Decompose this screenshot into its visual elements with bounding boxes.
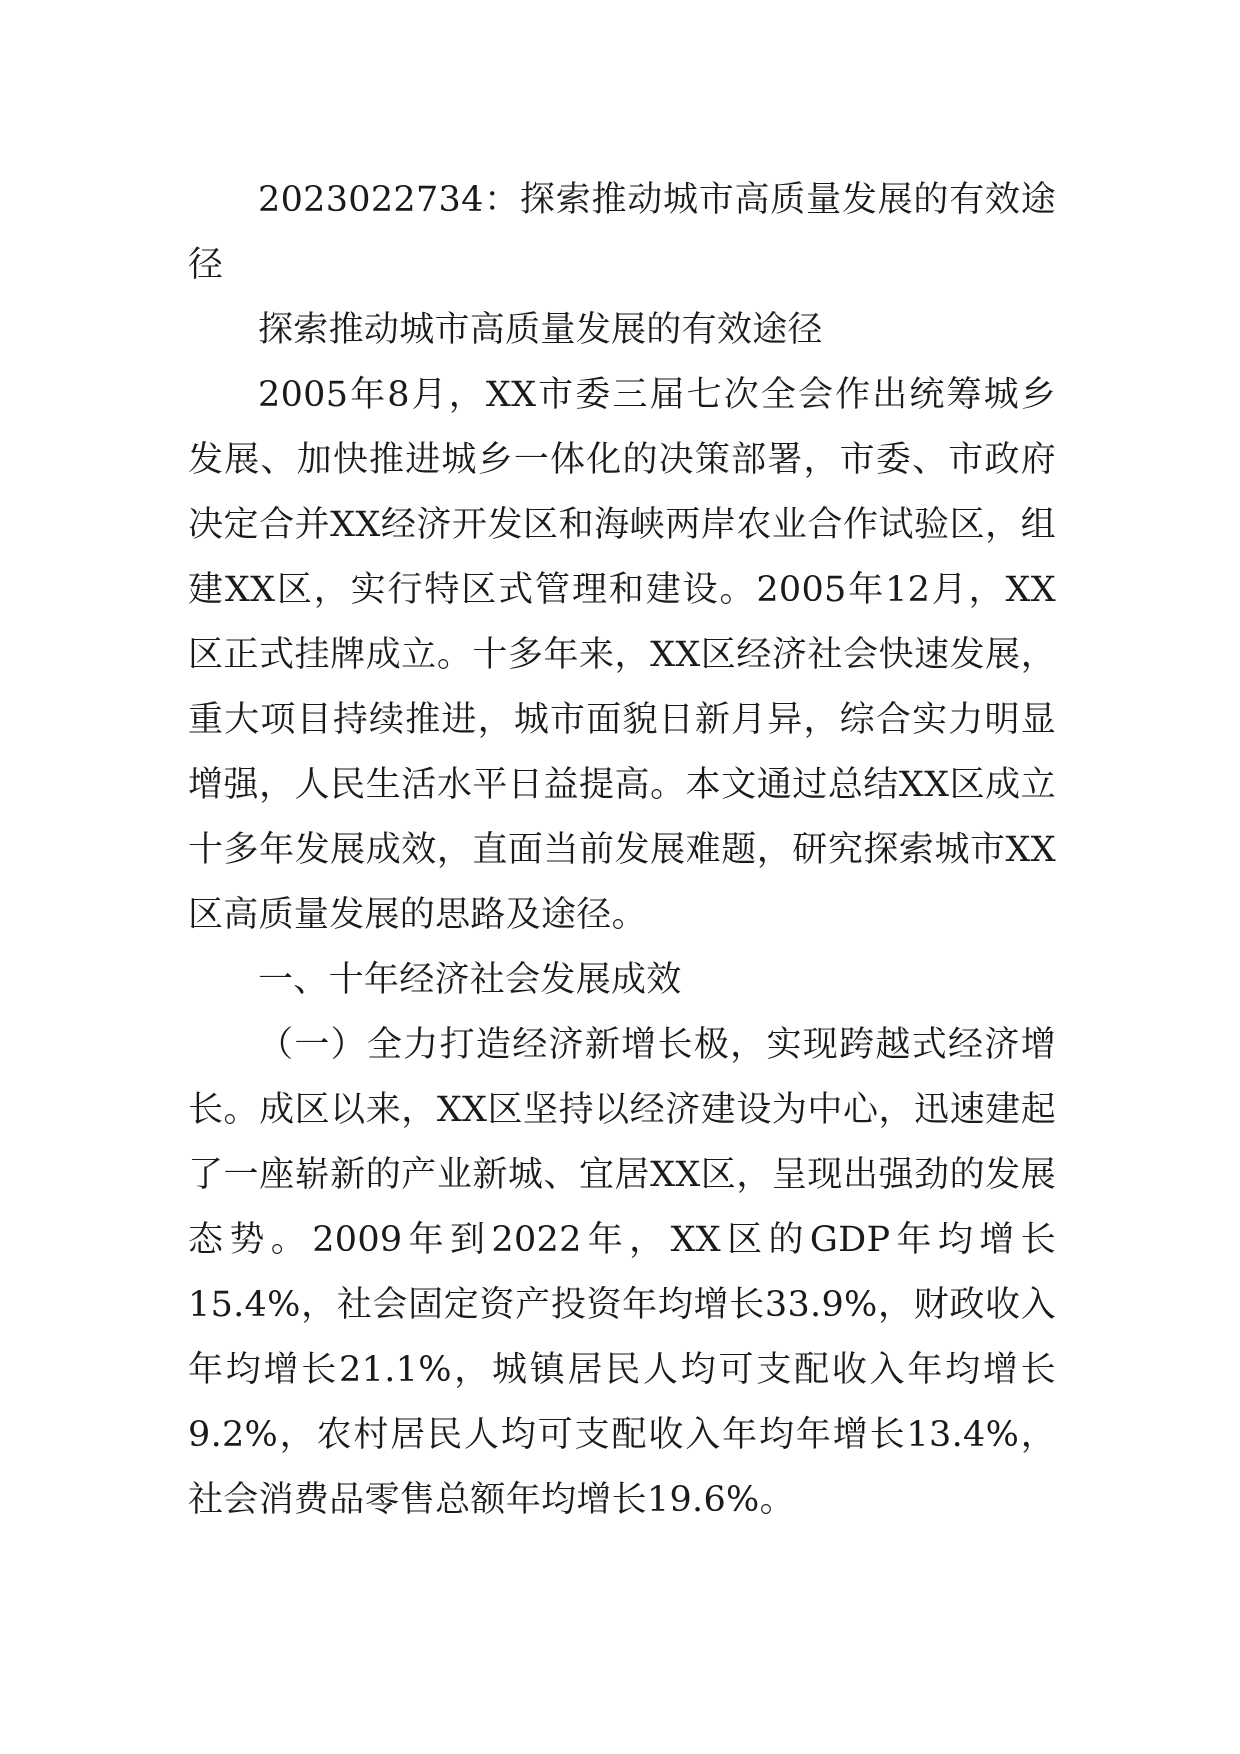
section-heading: 一、十年经济社会发展成效 bbox=[258, 960, 682, 1000]
document-title: 探索推动城市高质量发展的有效途径 bbox=[258, 310, 823, 350]
document-body bbox=[188, 168, 1056, 1533]
subsection-paragraph: （一）全力打造经济新增长极，实现跨越式经济增长。成区以来，XX区坚持以经济建设为中心，迅速建起了一座崭新的产业新城、宜居XX区，呈现出强劲的发展态势。2009年到2022年，XX区的GDP年均增长15.4%，社会固定资产投资年均增长33.9%，财政收入年均增长21.1%，城镇居民人均可支配收入年均增长9.2%，农村居民人均可支配收入年均年增长13.4%，社会消费品零售总额年均增长19.6%。 bbox=[188, 1025, 1056, 1520]
header-line: 2023022734：探索推动城市高质量发展的有效途径 bbox=[188, 180, 1056, 285]
intro-paragraph: 2005年8月，XX市委三届七次全会作出统筹城乡发展、加快推进城乡一体化的决策部署，市委、市政府决定合并XX经济开发区和海峡两岸农业合作试验区，组建XX区，实行特区式管理和建设。2005年12月，XX区正式挂牌成立。十多年来，XX区经济社会快速发展，重大项目持续推进，城市面貌日新月异，综合实力明显增强，人民生活水平日益提高。本文通过总结XX区成立十多年发展成效，直面当前发展难题，研究探索城市XX区高质量发展的思路及途径。 bbox=[188, 375, 1056, 935]
